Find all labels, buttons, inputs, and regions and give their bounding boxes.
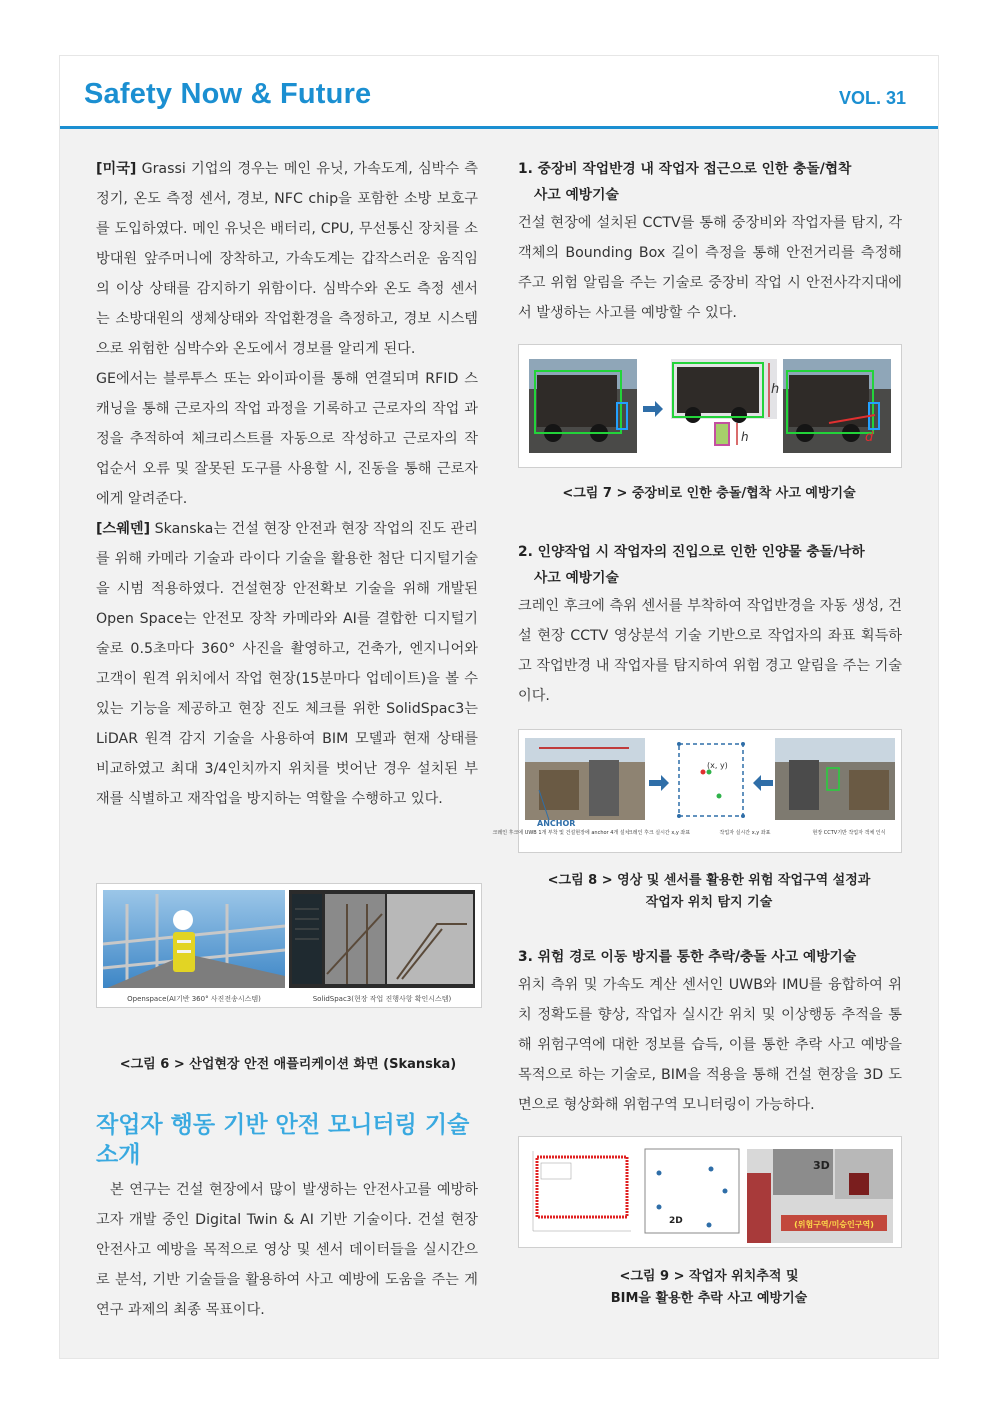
section-3-body: 위치 측위 및 가속도 계산 센서인 UWB와 IMU를 융합하여 위치 정확도를 향상, 작업자 실시간 위치 및 이상행동 추적을 통해 위험구역에 대한 정보를 습득, 이를 통한 추락 사고 예방을 목적으로 하는 기술로, BIM을 적용을 통해 건설 현장을 3D 도면으로 형상화해 위험구역 모니터링이 가능하다. (518, 977, 902, 1113)
section-3 (518, 944, 902, 1120)
country-tag-sweden: [스웨덴] (96, 521, 151, 537)
section-2 (518, 539, 902, 711)
figure-8-caption-line1: <그림 8 > 영상 및 센서를 활용한 위험 작업구역 설정과 (547, 873, 871, 888)
figure-8-sub4: 현장 CCTV기반 작업자 객체 인식 (812, 830, 886, 836)
paragraph-usa (96, 154, 478, 364)
section-3-title: 3. 위험 경로 이동 방지를 통한 추락/충돌 사고 예방기술 (518, 949, 857, 965)
right-column (518, 156, 902, 328)
figure-8-sub1: 크레인 후크에 UWB 1개 부착 및 건설현장에 anchor 4개 설치 (492, 830, 630, 836)
section-1-body: 건설 현장에 설치된 CCTV를 통해 중장비와 작업자를 탐지, 각 객체의 Bounding Box 길이 측정을 통해 안전거리를 측정해 주고 위험 알림을 주는 기술로 중장비 작업 시 안전사각지대에서 발생하는 사고를 예방할 수 있다. (518, 215, 902, 321)
figure-7-caption: <그림 7 > 중장비로 인한 충돌/협착 사고 예방기술 (562, 486, 856, 501)
section-2-title-line2: 사고 예방기술 (534, 570, 619, 586)
figure-9 (518, 1136, 902, 1248)
figure-9-caption-line2: BIM을 활용한 추락 사고 예방기술 (610, 1291, 808, 1306)
figure-8-image (492, 730, 901, 852)
figure-8-sub3: 작업자 실시간 x,y 좌표 (719, 830, 771, 836)
page-sheet (60, 56, 938, 1358)
paragraph-ge: GE에서는 블루투스 또는 와이파이를 통해 연결되며 RFID 스캐닝을 통해 근로자의 작업 과정을 기록하고 근로자의 작업 과정을 추적하여 체크리스트를 자동으로 작성하고 근로자의 작업순서 오류 및 잘못된 도구를 사용할 시, 진동을 통해 근로자에게 알려준다. (96, 371, 478, 507)
section-1-title-line2: 사고 예방기술 (534, 187, 619, 203)
figure-8-sub2: 크레인 후크 실시간 x,y 좌표 (627, 830, 691, 836)
volume-number: VOL. 31 (838, 88, 906, 108)
figure-6-caption: <그림 6 > 산업현장 안전 애플리케이션 화면 (Skanska) (119, 1057, 457, 1072)
figure-8-anchor-label: ANCHOR (537, 819, 576, 828)
figure-9-2d-label: 2D (669, 1216, 683, 1226)
page-header (60, 56, 938, 129)
section-2-title (518, 539, 902, 591)
figure-6-right-label: SolidSpac3(현장 작업 진행사항 확인시스템) (312, 995, 452, 1003)
section-1-title (518, 156, 902, 208)
figure-7-d-label: d (865, 430, 874, 445)
figure-9-image (519, 1137, 901, 1247)
svg-text:h: h (741, 430, 749, 444)
figure-8-caption (518, 870, 900, 914)
section-1-title-line1: 1. 중장비 작업반경 내 작업자 접근으로 인한 충돌/협착 (518, 161, 852, 177)
figure-6 (96, 883, 482, 1008)
figure-6-left-label: Openspace(AI기반 360° 사진전송시스템) (127, 995, 261, 1003)
figure-9-caption-line1: <그림 9 > 작업자 위치추적 및 (619, 1269, 799, 1284)
section-2-body: 크레인 후크에 측위 센서를 부착하여 작업반경을 자동 생성, 건설 현장 CCTV 영상분석 기술 기반으로 작업자의 좌표 획득하고 작업반경 내 작업자를 탐지하여 위험 경고 알림을 주는 기술이다. (518, 598, 902, 704)
figure-8-caption-line2: 작업자 위치 탐지 기술 (645, 895, 773, 910)
paragraph-usa-body: Grassi 기업의 경우는 메인 유닛, 가속도계, 심박수 측정기, 온도 측정 센서, 경보, NFC chip을 포함한 소방 보호구를 도입하였다. 메인 유닛은 배터리, CPU, 무선통신 장치를 소방대원 앞주머니에 장착하고, 가속도계는 갑작스러운 움직임의 이상 상태를 감지하기 위함이다. 심박수와 온도 측정 센서는 소방대원의 생체상태와 작업환경을 측정하고, 경보 시스템으로 위험한 심박수와 온도에서 경보를 알리게 된다. (96, 161, 478, 357)
left-column (96, 154, 478, 814)
figure-7-h-label: h (771, 382, 780, 397)
paragraph-sweden-body: Skanska는 건설 현장 안전과 현장 작업의 진도 관리를 위해 카메라 기술과 라이다 기술을 활용한 첨단 디지털기술을 시범 적용하였다. 건설현장 안전확보 기술을 위해 개발된 Open Space는 안전모 장착 카메라와 AI를 결합한 디지털기술로 0.5초마다 360° 사진을 촬영하고, 건축가, 엔지니어와 고객이 원격 위치에서 작업 현장(15분마다 업데이트)을 볼 수 있는 기능을 제공하고 현장 진도 체크를 위한 SolidSpac3는 LiDAR 원격 감지 기술을 사용하여 BIM 모델과 현재 상태를 비교하였고 최대 3/4인치까지 위치를 벗어난 경우 설치된 부재를 식별하고 재작업을 방지하는 역할을 수행하고 있다. (96, 521, 478, 807)
magazine-title: Safety Now & Future (84, 78, 372, 110)
figure-8 (492, 729, 902, 853)
figure-9-caption (518, 1266, 900, 1310)
intro-paragraph: 본 연구는 건설 현장에서 많이 발생하는 안전사고를 예방하고자 개발 중인 Digital Twin & AI 기반 기술이다. 건설 현장 안전사고 예방을 목적으로 영상 및 센서 데이터들을 실시간으로 분석, 기반 기술들을 활용하여 사고 예방에 도움을 주는 게 연구 과제의 최종 목표이다. (96, 1182, 478, 1318)
figure-9-zone-label: (위험구역/미승인구역) (794, 1220, 874, 1229)
figure-9-3d-label: 3D (813, 1159, 830, 1172)
figure-8-coordinate-label: (x, y) (707, 761, 728, 770)
figure-7 (518, 344, 902, 468)
figure-6-image (97, 884, 481, 1007)
figure-7-image (519, 345, 901, 467)
country-tag-usa: [미국] (96, 161, 137, 177)
intro-paragraph-wrap (96, 1175, 478, 1325)
paragraph-sweden (96, 514, 478, 814)
section-heading: 작업자 행동 기반 안전 모니터링 기술 소개 (96, 1112, 470, 1168)
section-2-title-line1: 2. 인양작업 시 작업자의 진입으로 인한 인양물 충돌/낙하 (518, 544, 865, 560)
